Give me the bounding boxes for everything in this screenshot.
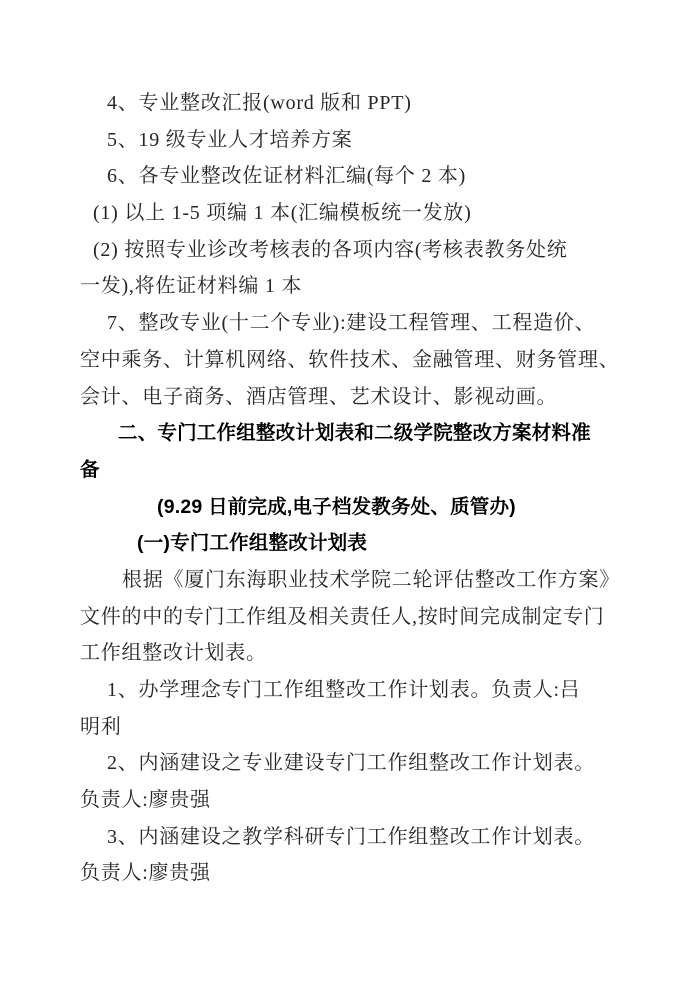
heading-section-two: 二、专门工作组整改计划表和二级学院整改方案材料准 [118,422,591,445]
line-task-1: 1、办学理念专门工作组整改工作计划表。负责人:吕 [107,679,581,701]
para-basis-cont-2: 工作组整改计划表。 [80,642,267,665]
para-basis-cont-1: 文件的中的专门工作组及相关责任人,按时间完成制定专门 [80,605,605,628]
line-item-7-cont-2: 会计、电子商务、酒店管理、艺术设计、影视动画。 [80,385,558,408]
heading-subsection-one: (一)专门工作组整改计划表 [137,532,368,555]
line-subitem-1: (1) 以上 1-5 项编 1 本(汇编模板统一发放) [93,202,472,225]
heading-section-two-cont: 备 [80,458,100,481]
line-subitem-2: (2) 按照专业诊改考核表的各项内容(考核表教务处统 [93,238,568,261]
line-item-6: 6、各专业整改佐证材料汇编(每个 2 本) [107,165,467,188]
line-item-4: 4、专业整改汇报(word 版和 PPT) [107,92,412,114]
line-task-2-cont: 负责人:廖贵强 [80,789,211,812]
line-task-3-cont: 负责人:廖贵强 [80,862,211,885]
line-task-3: 3、内涵建设之教学科研专门工作组整改工作计划表。 [107,825,595,848]
line-task-1-cont: 明利 [80,715,122,738]
line-item-7-cont-1: 空中乘务、计算机网络、软件技术、金融管理、财务管理、 [80,348,620,371]
line-subitem-2-cont: 一发),将佐证材料编 1 本 [80,275,303,298]
heading-deadline-note: (9.29 日前完成,电子档发教务处、质管办) [157,495,516,518]
para-basis: 根据《厦门东海职业技术学院二轮评估整改工作方案》 [122,568,620,591]
line-task-2: 2、内涵建设之专业建设专门工作组整改工作计划表。 [107,752,595,775]
line-item-5: 5、19 级专业人才培养方案 [107,128,353,151]
document-text [80,85,620,892]
line-item-7: 7、整改专业(十二个专业):建设工程管理、工程造价、 [107,312,596,335]
